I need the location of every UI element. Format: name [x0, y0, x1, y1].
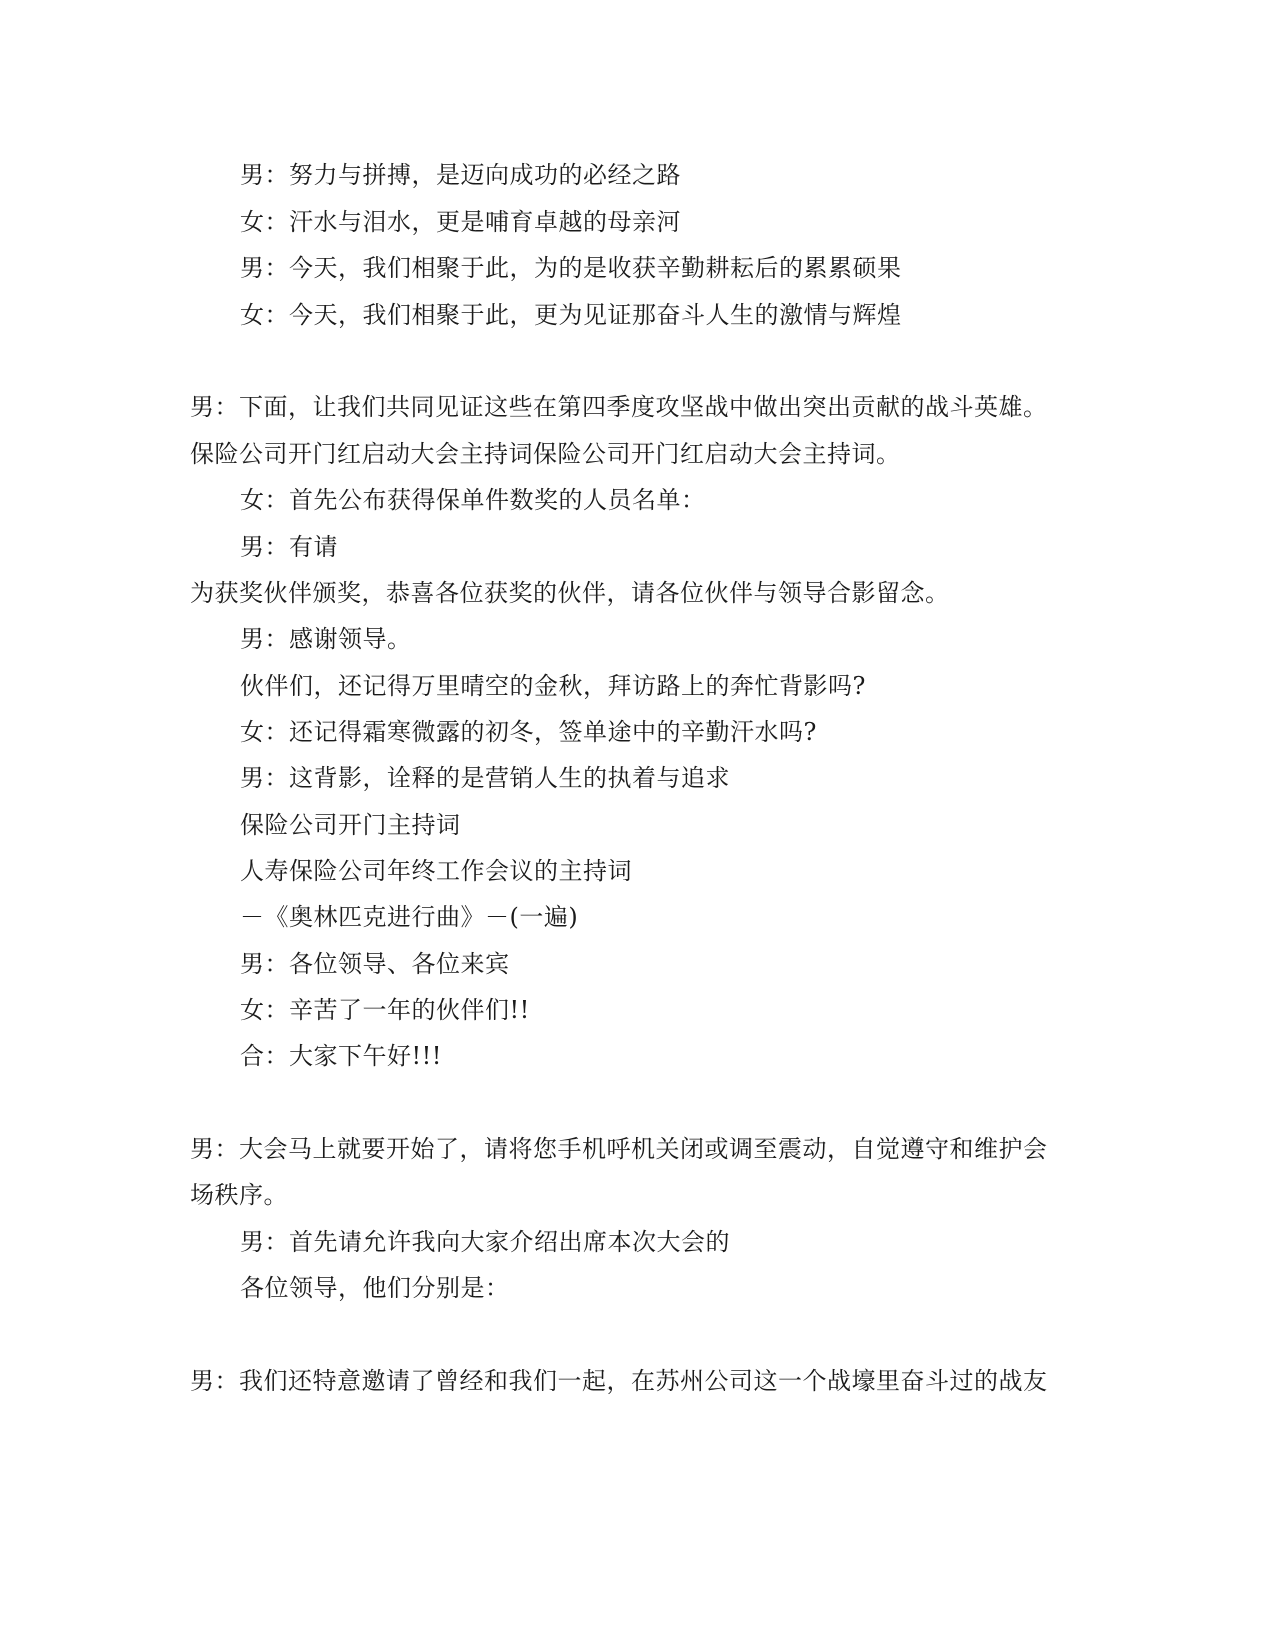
script-line: 女：还记得霜寒微露的初冬，签单途中的辛勤汗水吗?	[240, 718, 817, 746]
script-line: 男：首先请允许我向大家介绍出席本次大会的	[240, 1228, 730, 1256]
script-line: 保险公司开门主持词	[240, 811, 461, 839]
script-line: 场秩序。	[190, 1181, 288, 1209]
script-line: 伙伴们，还记得万里晴空的金秋，拜访路上的奔忙背影吗?	[240, 672, 866, 700]
script-line: 保险公司开门红启动大会主持词保险公司开门红启动大会主持词。	[190, 440, 901, 468]
script-line: 男：今天，我们相聚于此，为的是收获辛勤耕耘后的累累硕果	[240, 254, 902, 282]
script-line: 合：大家下午好!!!	[240, 1042, 442, 1070]
script-line: 男：各位领导、各位来宾	[240, 950, 510, 978]
script-line: 男：大会马上就要开始了，请将您手机呼机关闭或调至震动，自觉遵守和维护会	[190, 1135, 1048, 1163]
script-line: 男：下面，让我们共同见证这些在第四季度攻坚战中做出突出贡献的战斗英雄。	[190, 393, 1048, 421]
script-line: 人寿保险公司年终工作会议的主持词	[240, 857, 632, 885]
script-line: 男：有请	[240, 533, 338, 561]
script-line: 男：努力与拼搏，是迈向成功的必经之路	[240, 161, 681, 189]
script-line: －《奥林匹克进行曲》－(一遍)	[240, 903, 579, 931]
script-line: 女：首先公布获得保单件数奖的人员名单：	[240, 486, 706, 514]
script-line: 男：我们还特意邀请了曾经和我们一起，在苏州公司这一个战壕里奋斗过的战友	[190, 1367, 1048, 1395]
script-line: 男：感谢领导。	[240, 625, 412, 653]
script-line: 男：这背影，诠释的是营销人生的执着与追求	[240, 764, 730, 792]
script-line: 各位领导，他们分别是：	[240, 1274, 510, 1302]
script-line: 女：汗水与泪水，更是哺育卓越的母亲河	[240, 208, 681, 236]
script-line: 为获奖伙伴颁奖，恭喜各位获奖的伙伴，请各位伙伴与领导合影留念。	[190, 579, 950, 607]
script-line: 女：辛苦了一年的伙伴们!!	[240, 996, 530, 1024]
script-line: 女：今天，我们相聚于此，更为见证那奋斗人生的激情与辉煌	[240, 301, 902, 329]
